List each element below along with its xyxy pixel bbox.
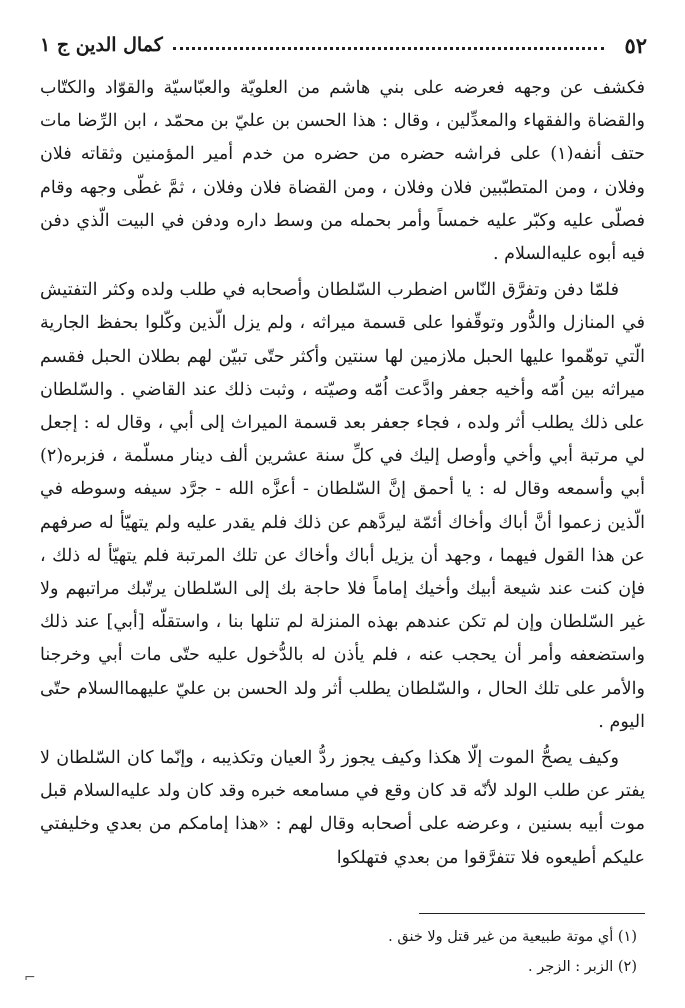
footnotes xyxy=(40,922,637,982)
main-text xyxy=(40,72,645,875)
book-title: كمال الدين ج ١ xyxy=(40,34,163,56)
footnote-separator xyxy=(419,913,645,914)
page-number: ٥٢ xyxy=(624,32,647,58)
running-header xyxy=(40,28,647,62)
paragraph-1: فكشف عن وجهه فعرضه على بني هاشم من العلويّة والعبّاسيّة والقوّاد والكتّاب والقضاة والفقهاء والمعدِّلين ، وقال : هذا الحسن بن عليّ بن محمّد ، ابن الرِّضا مات حتف أنفه(١) على فراشه حضره من حضره من خدم أمير المؤمنين وثقاته فلان وفلان ، ومن المتطبّبين فلان وفلان ، ومن القضاة فلان وفلان ، ثمَّ غطّى وجهه وقام فصلّى عليه وكبّر عليه خمساً وأمر بحمله من وسط داره ودفن في البيت الّذي دفن فيه أبوه عليه‌السلام . xyxy=(40,78,645,265)
footnote-2: (٢) الزبر : الزجر . xyxy=(528,959,637,975)
footnote-1: (١) أي موتة طبيعية من غير قتل ولا خنق . xyxy=(388,929,637,945)
paragraph-2: فلمّا دفن وتفرَّق النّاس اضطرب السّلطان وأصحابه في طلب ولده وكثر التفتيش في المنازل والدُّور وتوقّفوا على قسمة ميراثه ، ولم يزل الّذين وكّلوا بحفظ الجارية الّتي توهّموا عليها الحبل ملازمين لها سنتين وأكثر حتّى تبيّن لهم بطلان الحبل فقسم ميراثه بين اُمّه وأخيه جعفر وادَّعت اُمّه وصيّته ، وثبت ذلك عند القاضي . والسّلطان على ذلك يطلب أثر ولده ، فجاء جعفر بعد قسمة الميراث إلى أبي ، وقال له : إجعل لي مرتبة أبي وأخي وأوصل إليك في كلِّ سنة عشرين ألف دينار مسلّمة ، فزبره(٢) أبي وأسمعه وقال له : يا أحمق إنَّ السّلطان - أعزَّه الله - جرَّد سيفه وسوطه في الّذين زعموا أنَّ أباك وأخاك أئمّة ليردَّهم عن ذلك فلم يقدر عليه ولم يتهيّأ له صرفهم عن هذا القول فيهما ، وجهد أن يزيل أباك وأخاك عن تلك المرتبة فلم يتهيّأ له ذلك ، فإن كنت عند شيعة أبيك وأخيك إماماً فلا حاجة بك إلى السّلطان يرتّبك مراتبهم ولا غير السّلطان وإن لم تكن عندهم بهذه المنزلة لم تنلها بنا ، واستقلّه [أبي] عند ذلك واستضعفه وأمر أن يحجب عنه ، فلم يأذن له بالدُّخول عليه حتّى مات أبي وخرجنا والأمر على تلك الحال ، والسّلطان يطلب أثر ولد الحسن بن عليّ عليهما‌السلام حتّى اليوم . xyxy=(40,280,645,732)
header-dot-leader xyxy=(173,47,605,50)
page-corner-mark: ⌐ xyxy=(24,970,36,986)
paragraph-3: وكيف يصحُّ الموت إلّا هكذا وكيف يجوز ردُّ العيان وتكذيبه ، وإنّما كان السّلطان لا يفتر عن طلب الولد لأنّه قد كان وقع في مسامعه خبره وقد كان ولد عليه‌السلام قبل موت أبيه بسنين ، وعرضه على أصحابه وقال لهم : «هذا إمامكم من بعدي وخليفتي عليكم أطيعوه فلا تتفرَّقوا من بعدي فتهلكوا xyxy=(40,748,645,868)
